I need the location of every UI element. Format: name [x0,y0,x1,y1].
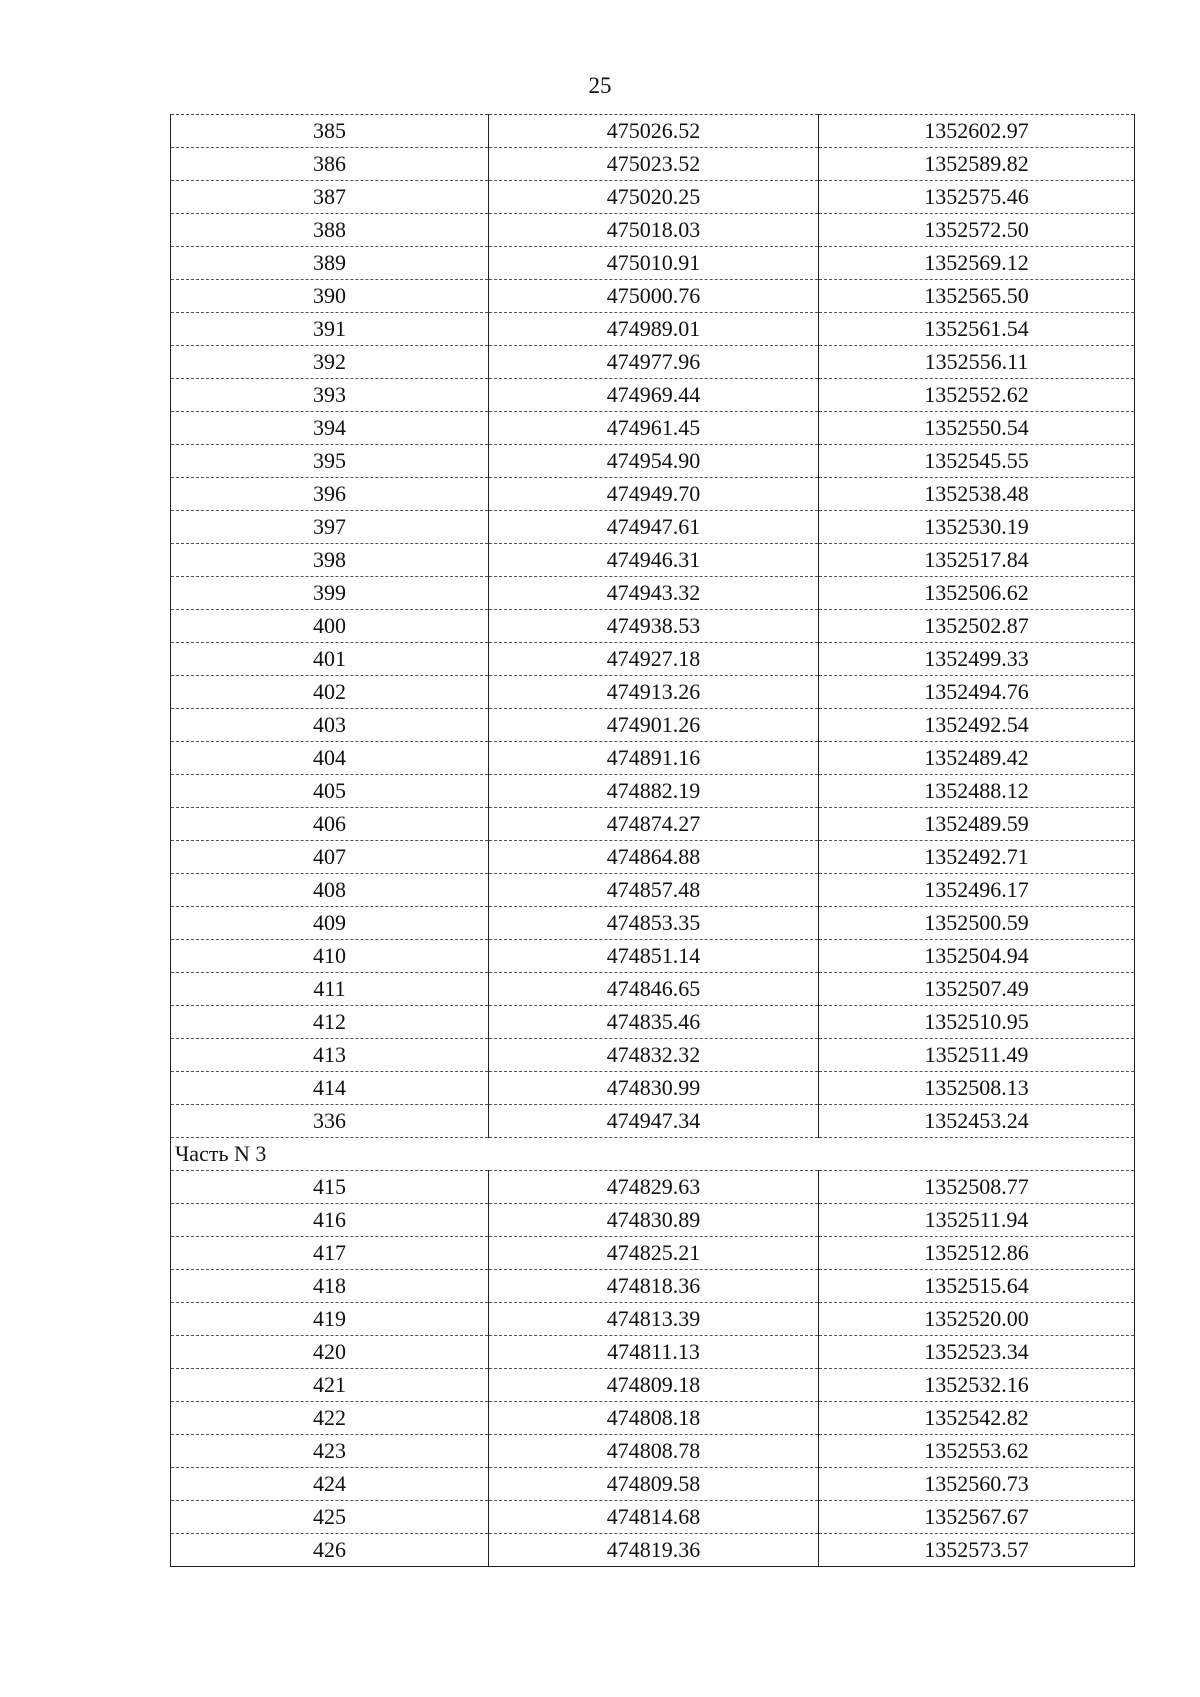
y-coordinate-cell: 1352492.54 [819,709,1135,742]
section-header-row [171,1138,1135,1171]
y-coordinate-cell: 1352507.49 [819,973,1135,1006]
point-number-cell: 400 [171,610,489,643]
table-row [171,247,1135,280]
x-coordinate-cell: 474864.88 [489,841,819,874]
x-coordinate-cell: 474969.44 [489,379,819,412]
y-coordinate-cell: 1352530.19 [819,511,1135,544]
point-number-cell: 413 [171,1039,489,1072]
y-coordinate-cell: 1352542.82 [819,1402,1135,1435]
point-number-cell: 418 [171,1270,489,1303]
y-coordinate-cell: 1352511.94 [819,1204,1135,1237]
point-number-cell: 394 [171,412,489,445]
point-number-cell: 422 [171,1402,489,1435]
x-coordinate-cell: 474811.13 [489,1336,819,1369]
x-coordinate-cell: 474961.45 [489,412,819,445]
point-number-cell: 412 [171,1006,489,1039]
x-coordinate-cell: 474853.35 [489,907,819,940]
point-number-cell: 408 [171,874,489,907]
point-number-cell: 388 [171,214,489,247]
point-number-cell: 398 [171,544,489,577]
y-coordinate-cell: 1352511.49 [819,1039,1135,1072]
point-number-cell: 390 [171,280,489,313]
table-row [171,610,1135,643]
y-coordinate-cell: 1352602.97 [819,115,1135,148]
y-coordinate-cell: 1352515.64 [819,1270,1135,1303]
table-row [171,1039,1135,1072]
y-coordinate-cell: 1352560.73 [819,1468,1135,1501]
table-row [171,1501,1135,1534]
x-coordinate-cell: 474846.65 [489,973,819,1006]
point-number-cell: 414 [171,1072,489,1105]
x-coordinate-cell: 474809.18 [489,1369,819,1402]
x-coordinate-cell: 474977.96 [489,346,819,379]
table-row [171,544,1135,577]
y-coordinate-cell: 1352517.84 [819,544,1135,577]
y-coordinate-cell: 1352510.95 [819,1006,1135,1039]
table-row [171,1072,1135,1105]
x-coordinate-cell: 475020.25 [489,181,819,214]
point-number-cell: 387 [171,181,489,214]
x-coordinate-cell: 474913.26 [489,676,819,709]
x-coordinate-cell: 474901.26 [489,709,819,742]
x-coordinate-cell: 474927.18 [489,643,819,676]
table-row [171,379,1135,412]
table-row [171,181,1135,214]
x-coordinate-cell: 474818.36 [489,1270,819,1303]
point-number-cell: 389 [171,247,489,280]
point-number-cell: 385 [171,115,489,148]
section-label: Часть N 3 [171,1138,1135,1171]
x-coordinate-cell: 474949.70 [489,478,819,511]
table-row [171,1204,1135,1237]
x-coordinate-cell: 474813.39 [489,1303,819,1336]
y-coordinate-cell: 1352556.11 [819,346,1135,379]
y-coordinate-cell: 1352569.12 [819,247,1135,280]
point-number-cell: 415 [171,1171,489,1204]
x-coordinate-cell: 474832.32 [489,1039,819,1072]
x-coordinate-cell: 474943.32 [489,577,819,610]
table-row [171,643,1135,676]
point-number-cell: 416 [171,1204,489,1237]
point-number-cell: 396 [171,478,489,511]
table-row [171,1006,1135,1039]
point-number-cell: 395 [171,445,489,478]
table-row [171,973,1135,1006]
y-coordinate-cell: 1352512.86 [819,1237,1135,1270]
y-coordinate-cell: 1352532.16 [819,1369,1135,1402]
y-coordinate-cell: 1352565.50 [819,280,1135,313]
table-row [171,1105,1135,1138]
table-row [171,346,1135,379]
table-row [171,775,1135,808]
y-coordinate-cell: 1352488.12 [819,775,1135,808]
point-number-cell: 393 [171,379,489,412]
x-coordinate-cell: 475023.52 [489,148,819,181]
x-coordinate-cell: 474830.89 [489,1204,819,1237]
y-coordinate-cell: 1352489.42 [819,742,1135,775]
x-coordinate-cell: 475000.76 [489,280,819,313]
y-coordinate-cell: 1352550.54 [819,412,1135,445]
table-row [171,907,1135,940]
point-number-cell: 397 [171,511,489,544]
y-coordinate-cell: 1352545.55 [819,445,1135,478]
point-number-cell: 401 [171,643,489,676]
y-coordinate-cell: 1352489.59 [819,808,1135,841]
y-coordinate-cell: 1352508.13 [819,1072,1135,1105]
y-coordinate-cell: 1352506.62 [819,577,1135,610]
x-coordinate-cell: 475018.03 [489,214,819,247]
table-row [171,676,1135,709]
x-coordinate-cell: 474938.53 [489,610,819,643]
point-number-cell: 406 [171,808,489,841]
y-coordinate-cell: 1352561.54 [819,313,1135,346]
x-coordinate-cell: 474809.58 [489,1468,819,1501]
point-number-cell: 410 [171,940,489,973]
x-coordinate-cell: 475010.91 [489,247,819,280]
point-number-cell: 403 [171,709,489,742]
x-coordinate-cell: 474819.36 [489,1534,819,1567]
point-number-cell: 417 [171,1237,489,1270]
page-number: 25 [588,73,612,98]
x-coordinate-cell: 474946.31 [489,544,819,577]
y-coordinate-cell: 1352523.34 [819,1336,1135,1369]
table-row [171,115,1135,148]
x-coordinate-cell: 474954.90 [489,445,819,478]
y-coordinate-cell: 1352589.82 [819,148,1135,181]
point-number-cell: 409 [171,907,489,940]
point-number-cell: 392 [171,346,489,379]
y-coordinate-cell: 1352520.00 [819,1303,1135,1336]
table-row [171,1237,1135,1270]
table-row [171,1171,1135,1204]
y-coordinate-cell: 1352504.94 [819,940,1135,973]
x-coordinate-cell: 474891.16 [489,742,819,775]
table-row [171,511,1135,544]
x-coordinate-cell: 474814.68 [489,1501,819,1534]
table-row [171,808,1135,841]
table-row [171,214,1135,247]
y-coordinate-cell: 1352499.33 [819,643,1135,676]
y-coordinate-cell: 1352573.57 [819,1534,1135,1567]
point-number-cell: 420 [171,1336,489,1369]
y-coordinate-cell: 1352572.50 [819,214,1135,247]
point-number-cell: 336 [171,1105,489,1138]
coordinates-table-body [171,115,1135,1567]
point-number-cell: 402 [171,676,489,709]
y-coordinate-cell: 1352500.59 [819,907,1135,940]
table-row [171,1468,1135,1501]
point-number-cell: 425 [171,1501,489,1534]
x-coordinate-cell: 474825.21 [489,1237,819,1270]
table-row [171,1435,1135,1468]
table-row [171,280,1135,313]
coordinates-table [170,114,1135,1567]
point-number-cell: 426 [171,1534,489,1567]
table-row [171,412,1135,445]
y-coordinate-cell: 1352492.71 [819,841,1135,874]
table-row [171,1303,1135,1336]
x-coordinate-cell: 474857.48 [489,874,819,907]
table-row [171,742,1135,775]
x-coordinate-cell: 474874.27 [489,808,819,841]
x-coordinate-cell: 474829.63 [489,1171,819,1204]
point-number-cell: 407 [171,841,489,874]
x-coordinate-cell: 475026.52 [489,115,819,148]
point-number-cell: 404 [171,742,489,775]
y-coordinate-cell: 1352538.48 [819,478,1135,511]
table-row [171,577,1135,610]
table-row [171,1336,1135,1369]
point-number-cell: 386 [171,148,489,181]
y-coordinate-cell: 1352553.62 [819,1435,1135,1468]
table-row [171,709,1135,742]
table-row [171,1534,1135,1567]
x-coordinate-cell: 474851.14 [489,940,819,973]
table-row [171,1402,1135,1435]
point-number-cell: 405 [171,775,489,808]
point-number-cell: 391 [171,313,489,346]
point-number-cell: 399 [171,577,489,610]
x-coordinate-cell: 474808.18 [489,1402,819,1435]
point-number-cell: 411 [171,973,489,1006]
point-number-cell: 424 [171,1468,489,1501]
table-row [171,148,1135,181]
x-coordinate-cell: 474808.78 [489,1435,819,1468]
table-row [171,313,1135,346]
y-coordinate-cell: 1352453.24 [819,1105,1135,1138]
x-coordinate-cell: 474835.46 [489,1006,819,1039]
x-coordinate-cell: 474947.61 [489,511,819,544]
table-row [171,1270,1135,1303]
table-row [171,478,1135,511]
y-coordinate-cell: 1352575.46 [819,181,1135,214]
point-number-cell: 419 [171,1303,489,1336]
table-row [171,940,1135,973]
y-coordinate-cell: 1352567.67 [819,1501,1135,1534]
table-row [171,841,1135,874]
table-row [171,1369,1135,1402]
y-coordinate-cell: 1352494.76 [819,676,1135,709]
y-coordinate-cell: 1352552.62 [819,379,1135,412]
x-coordinate-cell: 474882.19 [489,775,819,808]
x-coordinate-cell: 474989.01 [489,313,819,346]
y-coordinate-cell: 1352508.77 [819,1171,1135,1204]
table-row [171,874,1135,907]
y-coordinate-cell: 1352496.17 [819,874,1135,907]
table-row [171,445,1135,478]
point-number-cell: 421 [171,1369,489,1402]
x-coordinate-cell: 474947.34 [489,1105,819,1138]
point-number-cell: 423 [171,1435,489,1468]
y-coordinate-cell: 1352502.87 [819,610,1135,643]
x-coordinate-cell: 474830.99 [489,1072,819,1105]
